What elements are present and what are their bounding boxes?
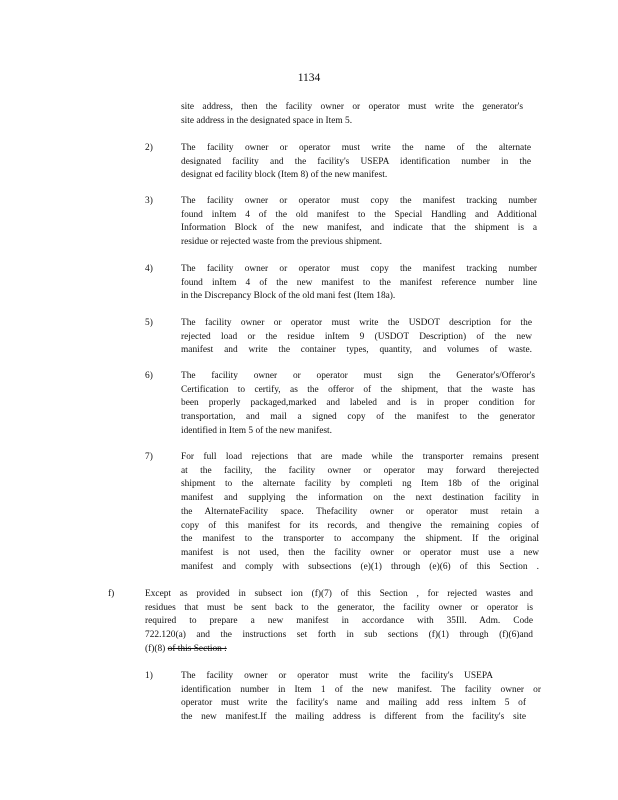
continuation-paragraph bbox=[181, 101, 523, 128]
text-line: shipment to the alternate facility by completi ng Item 18b of the original bbox=[181, 479, 539, 490]
section-f-paragraph bbox=[145, 588, 533, 657]
list-item bbox=[181, 142, 531, 183]
page-number: 1134 bbox=[297, 72, 321, 84]
list-item bbox=[181, 451, 539, 574]
text-line: found inItem 4 of the new manifest to the manifest reference number line bbox=[181, 277, 537, 288]
text-line: The facility owner or operator must sign the Generator's/Offeror's bbox=[181, 371, 535, 381]
text-line: The facility owner or operator must write the name of the alternate bbox=[181, 143, 531, 153]
text-line: manifest and supplying the information on the next destination facility in bbox=[181, 493, 539, 504]
text-line: designated facility and the facility's USEPA identification number in the bbox=[181, 156, 531, 167]
list-item bbox=[181, 670, 541, 725]
text-line: been properly packaged,marked and labeled and is in proper condition for bbox=[181, 398, 535, 409]
list-item bbox=[181, 195, 537, 250]
item-number: 2) bbox=[145, 143, 153, 153]
text-line: 722.120(a) and the instructions set forth in sub sections (f)(1) through (f)(6)and bbox=[145, 630, 533, 641]
text-line: the new manifest.If the mailing address is different from the facility's site bbox=[181, 712, 526, 723]
text-line: Certification to certify, as the offeror of the shipment, that the waste has bbox=[181, 384, 535, 395]
list-item bbox=[181, 370, 535, 439]
text-line: site address, then the facility owner or operator must write the generator's bbox=[181, 102, 523, 112]
text-line: Information Block of the new manifest, and indicate that the shipment is a bbox=[181, 223, 537, 234]
section-letter: f) bbox=[108, 589, 115, 599]
item-number: 5) bbox=[145, 318, 153, 328]
text-line: the AlternateFacility space. Thefacility owner or operator must retain a bbox=[181, 506, 539, 517]
text-line: copy of this manifest for its records, and thengive the remaining copies of bbox=[181, 520, 539, 531]
text-line: designat ed facility block (Item 8) of the new manifest. bbox=[181, 170, 388, 181]
text-line: residues that must be sent back to the generator, the facility owner or operator is bbox=[145, 602, 533, 613]
text-line: in the Discrepancy Block of the old mani fest (Item 18a). bbox=[181, 291, 396, 302]
text-line: transportation, and mail a signed copy of the manifest to the generator bbox=[181, 412, 535, 423]
text-line: site address in the designated space in Item 5. bbox=[181, 115, 353, 126]
item-number: 1) bbox=[145, 671, 153, 681]
text-line: identification number in Item 1 of the new manifest. The facility owner or bbox=[181, 684, 541, 695]
text-fragment: (f)(8) bbox=[145, 643, 166, 654]
text-line: operator must write the facility's name and mailing add ress inItem 5 of bbox=[181, 698, 526, 709]
text-line: For full load rejections that are made while the transporter remains present bbox=[181, 452, 539, 462]
item-number: 7) bbox=[145, 452, 153, 462]
text-line: Except as provided in subsect ion (f)(7) of this Section , for rejected wastes and bbox=[145, 589, 533, 599]
text-line: the manifest to the transporter to accompany the shipment. If the original bbox=[181, 534, 539, 545]
text-line: at the facility, the facility owner or operator may forward therejected bbox=[181, 465, 539, 476]
text-line: The facility owner or operator must copy the manifest tracking number bbox=[181, 196, 537, 206]
text-line: The facility owner or operator must copy the manifest tracking number bbox=[181, 264, 537, 274]
text-line bbox=[145, 643, 533, 657]
text-line: found inItem 4 of the old manifest to the Special Handling and Additional bbox=[181, 209, 537, 220]
item-number: 4) bbox=[145, 264, 153, 274]
list-item bbox=[181, 263, 537, 304]
text-line: The facility owner or operator must write the USDOT description for the bbox=[181, 318, 532, 328]
text-line: rejected load or the residue inItem 9 (USDOT Description) of the new bbox=[181, 331, 532, 342]
text-line: identified in Item 5 of the new manifest. bbox=[181, 425, 332, 436]
list-item bbox=[181, 317, 532, 358]
text-line: required to prepare a new manifest in accordance with 35Ill. Adm. Code bbox=[145, 616, 533, 627]
item-number: 6) bbox=[145, 371, 153, 381]
text-line: The facility owner or operator must write the facility's USEPA bbox=[181, 671, 493, 681]
struck-text: of this Section : bbox=[167, 643, 227, 654]
text-line: manifest and comply with subsections (e)(1) through (e)(6) of this Section . bbox=[181, 561, 539, 572]
text-line: manifest and write the container types, quantity, and volumes of waste. bbox=[181, 345, 532, 356]
text-line: manifest is not used, then the facility owner or operator must use a new bbox=[181, 547, 539, 558]
item-number: 3) bbox=[145, 196, 153, 206]
text-line: residue or rejected waste from the previous shipment. bbox=[181, 237, 382, 248]
